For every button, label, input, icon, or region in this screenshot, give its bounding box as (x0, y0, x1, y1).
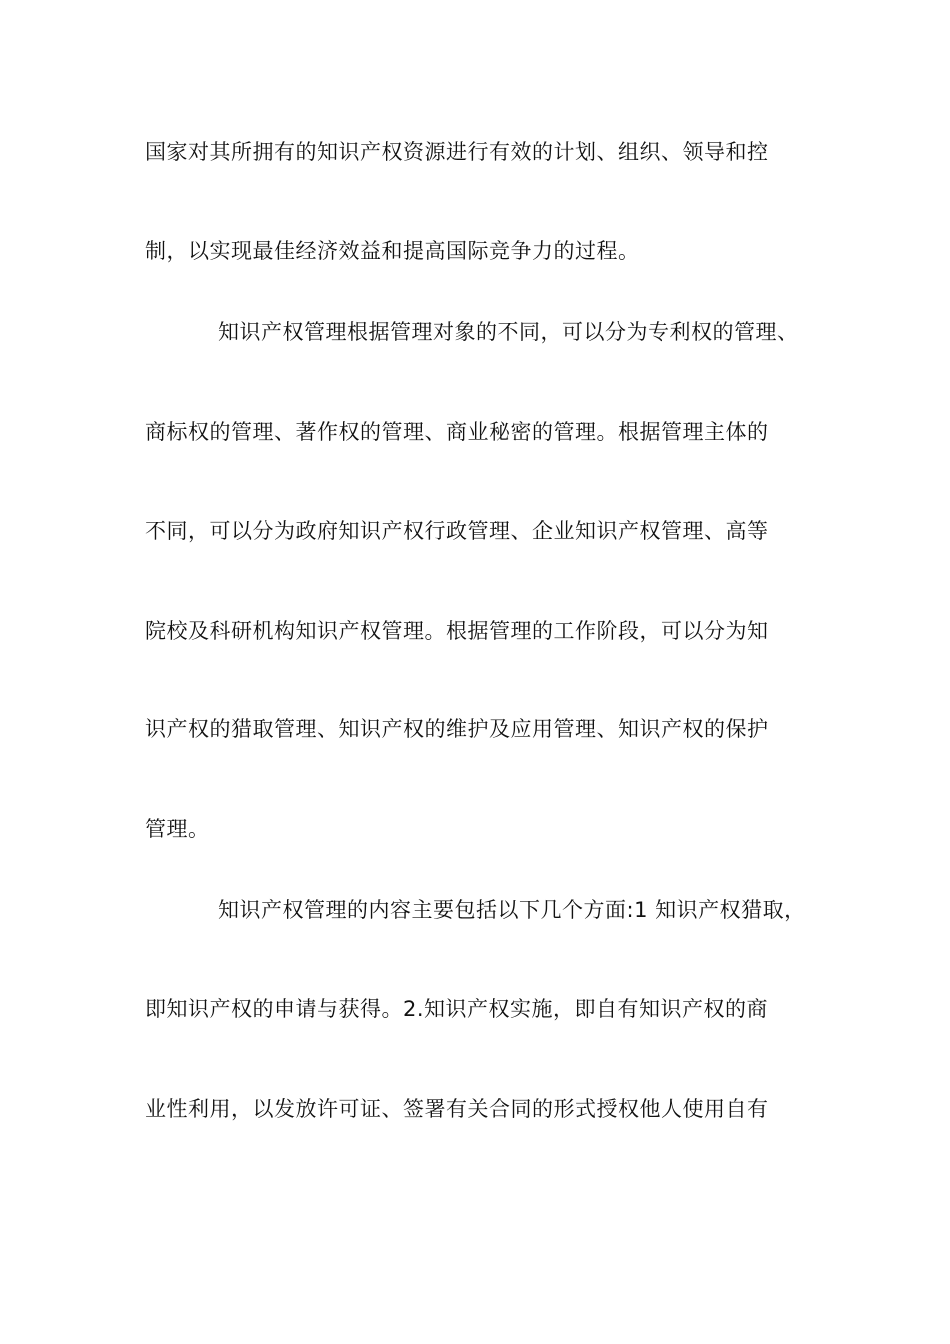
paragraph-line: 业性利用，以发放许可证、签署有关合同的形式授权他人使用自有 (145, 1097, 769, 1121)
paragraph-line: 国家对其所拥有的知识产权资源进行有效的计划、组织、领导和控 (145, 140, 769, 164)
paragraph-line: 制，以实现最佳经济效益和提高国际竞争力的过程。 (145, 239, 640, 263)
paragraph-line: 不同，可以分为政府知识产权行政管理、企业知识产权管理、高等 (145, 519, 769, 543)
paragraph-line: 知识产权管理根据管理对象的不同，可以分为专利权的管理、 (218, 320, 799, 344)
paragraph-line: 管理。 (145, 817, 210, 841)
paragraph-line: 知识产权管理的内容主要包括以下几个方面:1 知识产权猎取， (218, 898, 806, 922)
paragraph-line: 院校及科研机构知识产权管理。根据管理的工作阶段，可以分为知 (145, 619, 769, 643)
paragraph-line: 商标权的管理、著作权的管理、商业秘密的管理。根据管理主体的 (145, 420, 769, 444)
paragraph-line: 识产权的猎取管理、知识产权的维护及应用管理、知识产权的保护 (145, 717, 769, 741)
paragraph-line: 即知识产权的申请与获得。2.知识产权实施，即自有知识产权的商 (145, 997, 769, 1021)
